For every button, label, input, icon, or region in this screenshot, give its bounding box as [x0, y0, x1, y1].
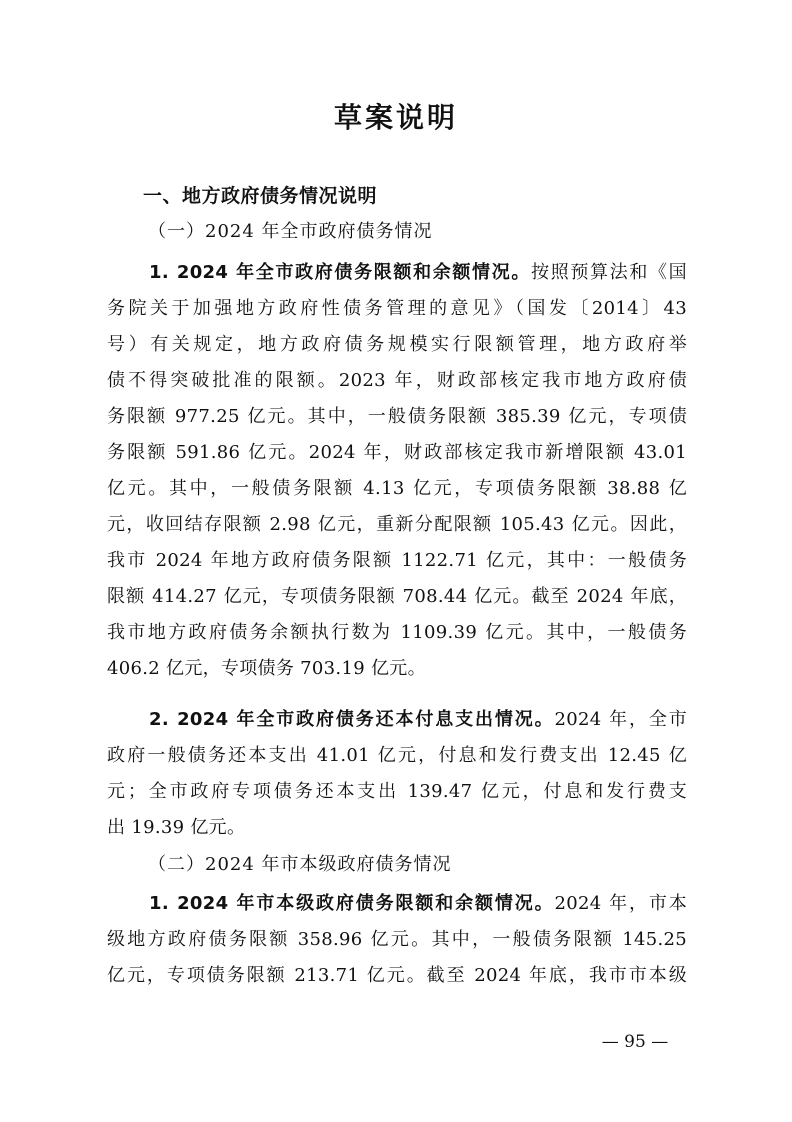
paragraph-line: 1. 2024 年市本级政府债务限额和余额情况。2024 年，市本 — [149, 893, 687, 914]
paragraph-line: 政府一般债务还本支出 41.01 亿元，付息和发行费支出 12.45 亿 — [107, 745, 687, 766]
paragraph-line: 亿元。其中，一般债务限额 4.13 亿元，专项债务限额 38.88 亿 — [107, 478, 687, 499]
page-number: — 95 — — [601, 1032, 669, 1052]
paragraph-line: 号）有关规定，地方政府债务规模实行限额管理，地方政府举 — [107, 334, 687, 355]
paragraph-line: 务限额 977.25 亿元。其中，一般债务限额 385.39 亿元，专项债 — [107, 406, 687, 427]
paragraph-line: 亿元，专项债务限额 213.71 亿元。截至 2024 年底，我市市本级 — [107, 965, 687, 986]
paragraph-line: 债不得突破批准的限额。2023 年，财政部核定我市地方政府债 — [107, 370, 687, 391]
paragraph-line: 元；全市政府专项债务还本支出 139.47 亿元，付息和发行费支 — [107, 781, 687, 802]
paragraph-citywide-debt-limit — [107, 255, 687, 687]
paragraph-line: 务院关于加强地方政府性债务管理的意见》（国发〔2014〕43 — [107, 298, 687, 319]
paragraph-line: 2. 2024 年全市政府债务还本付息支出情况。2024 年，全市 — [149, 709, 687, 730]
paragraph-lead: 2. 2024 年全市政府债务还本付息支出情况。 — [149, 709, 555, 730]
paragraph-citywide-debt-service — [107, 702, 687, 846]
paragraph-line: 出 19.39 亿元。 — [107, 817, 246, 838]
paragraph-line: 元，收回结存限额 2.98 亿元，重新分配限额 105.43 亿元。因此， — [107, 514, 687, 535]
paragraph-lead: 1. 2024 年市本级政府债务限额和余额情况。 — [149, 893, 555, 914]
paragraph-city-level-debt-limit — [107, 886, 687, 994]
subsection-heading-city-level: （二）2024 年市本级政府债务情况 — [148, 854, 452, 875]
page-title: 草案说明 — [333, 101, 458, 134]
subsection-heading-citywide: （一）2024 年全市政府债务情况 — [148, 221, 433, 242]
paragraph-line: 我市 2024 年地方政府债务限额 1122.71 亿元，其中：一般债务 — [107, 550, 687, 571]
paragraph-line: 级地方政府债务限额 358.96 亿元。其中，一般债务限额 145.25 — [107, 929, 687, 950]
paragraph-line: 1. 2024 年全市政府债务限额和余额情况。按照预算法和《国 — [149, 262, 687, 283]
section-heading: 一、地方政府债务情况说明 — [143, 185, 378, 207]
paragraph-line: 限额 414.27 亿元，专项债务限额 708.44 亿元。截至 2024 年底， — [107, 586, 687, 607]
paragraph-lead: 1. 2024 年全市政府债务限额和余额情况。 — [149, 262, 532, 283]
paragraph-line: 务限额 591.86 亿元。2024 年，财政部核定我市新增限额 43.01 — [107, 442, 687, 463]
paragraph-line: 406.2 亿元，专项债务 703.19 亿元。 — [107, 658, 426, 679]
paragraph-line: 我市地方政府债务余额执行数为 1109.39 亿元。其中，一般债务 — [107, 622, 687, 643]
